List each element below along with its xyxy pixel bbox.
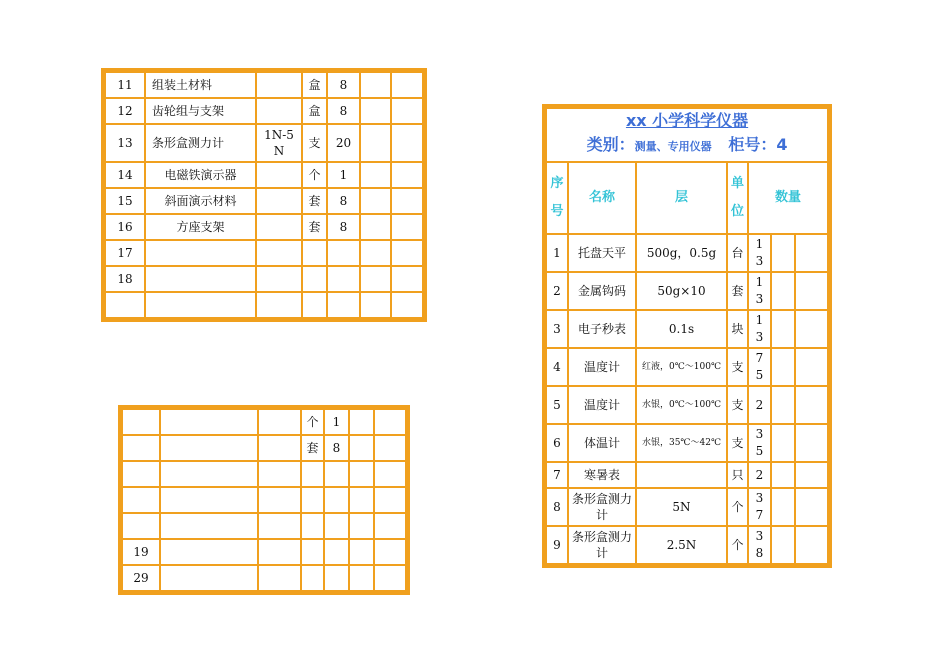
empty-cell <box>374 513 406 539</box>
item-spec: 0.1s <box>636 310 727 348</box>
empty-cell <box>349 565 374 591</box>
empty-cell <box>391 98 423 124</box>
empty-cell <box>795 526 828 564</box>
item-qty: 20 <box>327 124 360 162</box>
empty-cell <box>795 310 828 348</box>
table-row <box>105 266 423 292</box>
item-name: 电子秒表 <box>568 310 636 348</box>
item-unit: 台 <box>727 234 748 272</box>
empty-cell <box>374 461 406 487</box>
item-unit: 支 <box>302 124 327 162</box>
item-qty <box>324 565 349 591</box>
empty-cell <box>795 424 828 462</box>
item-name <box>145 292 256 318</box>
instrument-inventory-table <box>545 107 829 565</box>
table-row <box>105 214 423 240</box>
table-row <box>122 461 406 487</box>
empty-cell <box>391 124 423 162</box>
empty-cell <box>391 162 423 188</box>
item-name: 组装土材料 <box>145 72 256 98</box>
item-name: 温度计 <box>568 348 636 386</box>
item-qty: 8 <box>327 98 360 124</box>
item-name: 条形盒测力计 <box>568 488 636 526</box>
item-qty: 8 <box>324 435 349 461</box>
empty-cell <box>160 513 258 539</box>
row-number: 16 <box>105 214 145 240</box>
table-row <box>546 348 828 386</box>
empty-cell <box>160 539 258 565</box>
category-label: 类别： <box>586 135 635 154</box>
empty-cell <box>360 72 391 98</box>
item-qty <box>327 292 360 318</box>
item-qty <box>327 266 360 292</box>
empty-cell <box>374 539 406 565</box>
item-spec: 水银，35℃～42℃ <box>636 424 727 462</box>
item-name: 金属钩码 <box>568 272 636 310</box>
item-unit: 支 <box>727 386 748 424</box>
item-name: 体温计 <box>568 424 636 462</box>
empty-cell <box>374 435 406 461</box>
item-spec <box>636 462 727 488</box>
row-number: 9 <box>546 526 568 564</box>
item-unit <box>301 565 324 591</box>
table-row <box>122 409 406 435</box>
empty-cell <box>795 462 828 488</box>
page-title: xx 小学科学仪器 <box>625 111 749 130</box>
item-name: 齿轮组与支架 <box>145 98 256 124</box>
empty-cell <box>391 214 423 240</box>
item-unit <box>302 292 327 318</box>
item-name <box>145 240 256 266</box>
row-number <box>122 461 160 487</box>
inventory-table-top-left <box>104 71 424 319</box>
empty-cell <box>349 409 374 435</box>
empty-cell <box>771 272 795 310</box>
item-spec: 50g×10 <box>636 272 727 310</box>
table-row <box>105 124 423 162</box>
empty-cell <box>391 266 423 292</box>
item-name: 托盘天平 <box>568 234 636 272</box>
item-qty: 1 3 <box>748 234 771 272</box>
item-unit: 盒 <box>302 98 327 124</box>
empty-cell <box>360 266 391 292</box>
item-unit: 个 <box>727 488 748 526</box>
item-spec: 2.5N <box>636 526 727 564</box>
empty-cell <box>258 565 301 591</box>
table-row <box>546 424 828 462</box>
table-row <box>105 188 423 214</box>
header-row <box>546 162 828 234</box>
empty-cell <box>258 409 301 435</box>
empty-cell <box>795 348 828 386</box>
item-qty: 7 5 <box>748 348 771 386</box>
item-qty: 3 8 <box>748 526 771 564</box>
empty-cell <box>391 188 423 214</box>
row-number: 17 <box>105 240 145 266</box>
item-unit <box>302 266 327 292</box>
empty-cell <box>258 487 301 513</box>
item-unit <box>301 487 324 513</box>
item-spec: 1N-5N <box>256 124 302 162</box>
item-qty: 1 <box>327 162 360 188</box>
table-row <box>122 487 406 513</box>
empty-cell <box>360 214 391 240</box>
row-number: 29 <box>122 565 160 591</box>
item-name <box>145 266 256 292</box>
table-row <box>546 386 828 424</box>
row-number: 15 <box>105 188 145 214</box>
item-unit: 个 <box>727 526 748 564</box>
item-unit <box>301 461 324 487</box>
empty-cell <box>258 539 301 565</box>
empty-cell <box>349 539 374 565</box>
empty-cell <box>360 292 391 318</box>
item-name: 电磁铁演示器 <box>145 162 256 188</box>
row-number: 19 <box>122 539 160 565</box>
empty-cell <box>771 462 795 488</box>
empty-cell <box>374 409 406 435</box>
table-row <box>105 72 423 98</box>
empty-cell <box>795 272 828 310</box>
item-qty: 1 <box>324 409 349 435</box>
header-spec: 层 <box>636 162 727 234</box>
row-number: 12 <box>105 98 145 124</box>
item-unit: 套 <box>302 214 327 240</box>
row-number: 18 <box>105 266 145 292</box>
item-spec <box>256 292 302 318</box>
table-row <box>122 565 406 591</box>
row-number: 7 <box>546 462 568 488</box>
table-row <box>105 98 423 124</box>
item-qty: 8 <box>327 188 360 214</box>
empty-cell <box>771 424 795 462</box>
empty-cell <box>795 234 828 272</box>
empty-cell <box>360 162 391 188</box>
item-unit: 套 <box>301 435 324 461</box>
table-row <box>546 462 828 488</box>
table-row <box>546 526 828 564</box>
empty-cell <box>795 488 828 526</box>
item-unit: 盒 <box>302 72 327 98</box>
header-number: 序 号 <box>546 162 568 234</box>
inventory-table-bottom-left <box>121 408 407 592</box>
row-number: 3 <box>546 310 568 348</box>
row-number <box>122 513 160 539</box>
item-spec: 5N <box>636 488 727 526</box>
item-spec: 水银，0℃～100℃ <box>636 386 727 424</box>
row-number <box>122 435 160 461</box>
item-spec: 500g，0.5g <box>636 234 727 272</box>
item-qty <box>324 461 349 487</box>
item-unit: 只 <box>727 462 748 488</box>
row-number: 2 <box>546 272 568 310</box>
table-row <box>546 488 828 526</box>
item-name: 条形盒测力计 <box>145 124 256 162</box>
table-row <box>105 162 423 188</box>
category-value: 测量、专用仪器 <box>634 140 712 153</box>
table-row <box>122 435 406 461</box>
item-unit: 套 <box>302 188 327 214</box>
header-quantity: 数量 <box>748 162 828 234</box>
empty-cell <box>349 487 374 513</box>
table-row <box>546 272 828 310</box>
item-unit: 支 <box>727 424 748 462</box>
item-qty: 1 3 <box>748 272 771 310</box>
empty-cell <box>374 487 406 513</box>
empty-cell <box>360 98 391 124</box>
empty-cell <box>349 513 374 539</box>
empty-cell <box>258 461 301 487</box>
item-qty: 2 <box>748 386 771 424</box>
empty-cell <box>391 292 423 318</box>
empty-cell <box>771 488 795 526</box>
empty-cell <box>160 565 258 591</box>
item-qty <box>327 240 360 266</box>
empty-cell <box>160 461 258 487</box>
empty-cell <box>391 72 423 98</box>
item-unit: 套 <box>727 272 748 310</box>
empty-cell <box>258 435 301 461</box>
item-unit <box>301 513 324 539</box>
item-spec <box>256 266 302 292</box>
table-row <box>546 234 828 272</box>
item-spec <box>256 214 302 240</box>
item-name: 斜面演示材料 <box>145 188 256 214</box>
item-unit <box>302 240 327 266</box>
item-spec <box>256 188 302 214</box>
item-unit: 块 <box>727 310 748 348</box>
title-row <box>546 108 828 162</box>
item-unit: 支 <box>727 348 748 386</box>
empty-cell <box>258 513 301 539</box>
cabinet-number: 柜号：4 <box>728 135 788 154</box>
item-qty <box>324 487 349 513</box>
table-row <box>105 292 423 318</box>
empty-cell <box>160 409 258 435</box>
row-number: 1 <box>546 234 568 272</box>
header-name: 名称 <box>568 162 636 234</box>
table-row <box>122 539 406 565</box>
item-qty: 2 <box>748 462 771 488</box>
empty-cell <box>160 487 258 513</box>
header-unit: 单 位 <box>727 162 748 234</box>
item-qty: 8 <box>327 214 360 240</box>
empty-cell <box>160 435 258 461</box>
item-unit: 个 <box>301 409 324 435</box>
item-name: 方座支架 <box>145 214 256 240</box>
item-name: 温度计 <box>568 386 636 424</box>
item-name: 寒暑表 <box>568 462 636 488</box>
item-qty <box>324 539 349 565</box>
empty-cell <box>795 386 828 424</box>
empty-cell <box>771 386 795 424</box>
empty-cell <box>360 124 391 162</box>
empty-cell <box>771 310 795 348</box>
item-spec <box>256 162 302 188</box>
row-number <box>122 409 160 435</box>
item-qty: 1 3 <box>748 310 771 348</box>
row-number: 11 <box>105 72 145 98</box>
row-number: 6 <box>546 424 568 462</box>
item-qty: 3 7 <box>748 488 771 526</box>
row-number: 4 <box>546 348 568 386</box>
item-name: 条形盒测力计 <box>568 526 636 564</box>
item-unit: 个 <box>302 162 327 188</box>
item-qty <box>324 513 349 539</box>
item-qty: 8 <box>327 72 360 98</box>
table-row <box>122 513 406 539</box>
table-row <box>546 310 828 348</box>
empty-cell <box>771 348 795 386</box>
row-number <box>122 487 160 513</box>
item-qty: 3 5 <box>748 424 771 462</box>
empty-cell <box>374 565 406 591</box>
row-number: 8 <box>546 488 568 526</box>
item-spec <box>256 98 302 124</box>
empty-cell <box>360 188 391 214</box>
item-spec <box>256 72 302 98</box>
item-unit <box>301 539 324 565</box>
row-number: 14 <box>105 162 145 188</box>
row-number: 13 <box>105 124 145 162</box>
table-row <box>105 240 423 266</box>
empty-cell <box>771 526 795 564</box>
empty-cell <box>349 461 374 487</box>
empty-cell <box>349 435 374 461</box>
empty-cell <box>391 240 423 266</box>
item-spec: 红液，0℃～100℃ <box>636 348 727 386</box>
title-cell <box>546 108 828 162</box>
row-number <box>105 292 145 318</box>
row-number: 5 <box>546 386 568 424</box>
item-spec <box>256 240 302 266</box>
empty-cell <box>360 240 391 266</box>
empty-cell <box>771 234 795 272</box>
